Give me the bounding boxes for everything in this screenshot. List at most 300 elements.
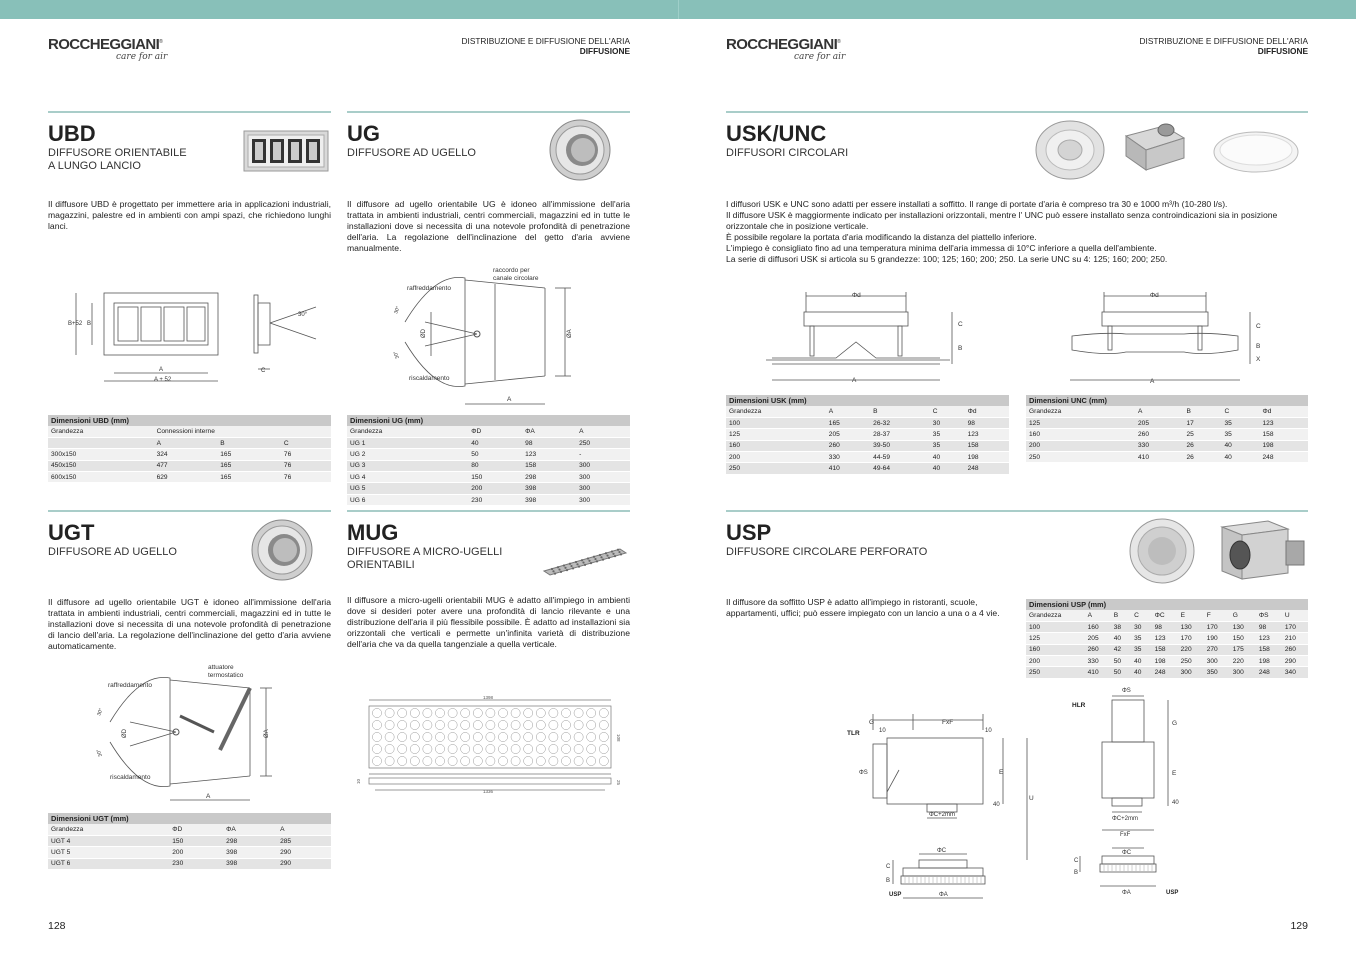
mug-nozzle-icon bbox=[614, 555, 616, 557]
mug-nozzle-icon bbox=[461, 732, 470, 741]
table-row bbox=[347, 483, 630, 494]
table-cell: 50 bbox=[468, 449, 522, 460]
ubd-table-caption: Dimensioni UBD (mm) bbox=[48, 415, 331, 426]
ug-angle-top: 30° bbox=[393, 305, 402, 315]
table-cell: 160 bbox=[1026, 644, 1085, 655]
usp-tlr-dim-e: E bbox=[999, 769, 1004, 776]
table-cell: 165 bbox=[217, 460, 281, 471]
table-cell: 410 bbox=[826, 463, 870, 474]
mug-nozzle-icon bbox=[398, 744, 407, 753]
logo-text: ROCCHEGGIANI bbox=[726, 36, 838, 53]
table-cell: Grandezza bbox=[48, 824, 169, 835]
ugt-subtitle: DIFFUSORE AD UGELLO bbox=[48, 546, 177, 558]
table-cell: UG 6 bbox=[347, 494, 468, 505]
table-cell: ΦD bbox=[169, 824, 223, 835]
usp-hlr-dim-c: C bbox=[1074, 858, 1079, 864]
table-row bbox=[48, 858, 331, 869]
table-cell: 198 bbox=[1259, 440, 1308, 451]
table-cell: 248 bbox=[1259, 452, 1308, 463]
table-cell: 165 bbox=[217, 472, 281, 483]
table-cell: 200 bbox=[468, 483, 522, 494]
mug-technical-drawing bbox=[355, 694, 625, 794]
table-cell: A bbox=[826, 406, 870, 417]
mug-nozzle-icon bbox=[602, 559, 604, 561]
table-cell: 260 bbox=[1085, 644, 1111, 655]
ug-dim-od: ØD bbox=[421, 329, 427, 338]
usk-technical-drawing bbox=[766, 288, 976, 388]
table-header-row bbox=[347, 426, 630, 437]
table-row bbox=[347, 437, 630, 448]
table-cell: 298 bbox=[522, 472, 576, 483]
mug-nozzle-icon bbox=[588, 560, 590, 562]
mug-nozzle-icon bbox=[410, 756, 419, 765]
mug-dim-right2: 25 bbox=[616, 780, 621, 786]
mug-nozzle-icon bbox=[587, 720, 596, 729]
table-cell: 35 bbox=[930, 429, 965, 440]
table-cell: 123 bbox=[1152, 633, 1178, 644]
ug-label-riscaldamento: riscaldamento bbox=[409, 375, 450, 382]
table-cell: 300 bbox=[1178, 667, 1204, 678]
table-cell: C bbox=[1131, 610, 1151, 621]
usp-table-caption: Dimensioni USP (mm) bbox=[1026, 599, 1308, 610]
table-cell: 200 bbox=[169, 847, 223, 858]
ubd-subtitle-1: DIFFUSORE ORIENTABILE bbox=[48, 147, 187, 159]
ugt-label-termostatico: termostatico bbox=[208, 672, 244, 679]
unc-dim-d: Φd bbox=[1150, 292, 1159, 299]
table-cell: 285 bbox=[277, 835, 331, 846]
table-row bbox=[1026, 667, 1308, 678]
table-cell: 250 bbox=[726, 463, 826, 474]
mug-dim-bottom: 1336 bbox=[483, 789, 494, 794]
usk-dim-b: B bbox=[958, 345, 963, 352]
table-cell: 250 bbox=[1026, 452, 1135, 463]
mug-nozzle-icon bbox=[410, 720, 419, 729]
mug-nozzle-icon bbox=[572, 567, 574, 569]
mug-nozzle-icon bbox=[561, 756, 570, 765]
table-cell: 130 bbox=[1230, 621, 1256, 632]
mug-product-image bbox=[540, 545, 630, 577]
table-cell: 40 bbox=[1221, 440, 1259, 451]
mug-nozzle-icon bbox=[524, 756, 533, 765]
usp-tlr-dim-phia: ΦA bbox=[939, 892, 948, 898]
table-row bbox=[726, 417, 1009, 428]
mug-nozzle-icon bbox=[599, 554, 601, 556]
table-cell: 76 bbox=[281, 449, 331, 460]
table-cell: C bbox=[930, 406, 965, 417]
table-cell: 230 bbox=[468, 494, 522, 505]
table-cell: 26 bbox=[1183, 440, 1221, 451]
mug-nozzle-icon bbox=[498, 756, 507, 765]
mug-nozzle-icon bbox=[606, 554, 608, 556]
mug-nozzle-icon bbox=[410, 744, 419, 753]
usp-subtitle: DIFFUSORE CIRCOLARE PERFORATO bbox=[726, 546, 928, 558]
mug-nozzle-icon bbox=[435, 720, 444, 729]
ubd-title: UBD bbox=[48, 121, 96, 146]
table-cell: 330 bbox=[1135, 440, 1183, 451]
table-cell: 30 bbox=[1131, 621, 1151, 632]
table-cell: 198 bbox=[965, 452, 1009, 463]
table-cell: 170 bbox=[1178, 633, 1204, 644]
mug-nozzle-icon bbox=[473, 756, 482, 765]
table-cell: 17 bbox=[1183, 417, 1221, 428]
mug-nozzle-icon bbox=[448, 720, 457, 729]
mug-nozzle-icon bbox=[561, 744, 570, 753]
page-header bbox=[1140, 36, 1308, 56]
table-cell: ΦA bbox=[223, 824, 277, 835]
mug-nozzle-icon bbox=[461, 720, 470, 729]
table-cell: 158 bbox=[1256, 644, 1282, 655]
mug-nozzle-icon bbox=[372, 732, 381, 741]
table-cell: Connessioni interne bbox=[154, 426, 331, 437]
table-cell: 260 bbox=[826, 440, 870, 451]
mug-nozzle-icon bbox=[498, 720, 507, 729]
table-cell: 165 bbox=[217, 449, 281, 460]
table-cell: 76 bbox=[281, 460, 331, 471]
table-cell: Grandezza bbox=[1026, 406, 1135, 417]
mug-nozzle-icon bbox=[385, 732, 394, 741]
table-cell: 260 bbox=[1282, 644, 1308, 655]
usk-unc-title: USK/UNC bbox=[726, 121, 827, 146]
table-cell: A bbox=[1135, 406, 1183, 417]
mug-nozzle-icon bbox=[511, 744, 520, 753]
table-row bbox=[48, 835, 331, 846]
table-cell: 200 bbox=[1026, 440, 1135, 451]
table-cell: 150 bbox=[1230, 633, 1256, 644]
ugt-title: UGT bbox=[48, 520, 95, 545]
usp-hlr-dim-40: 40 bbox=[1172, 800, 1179, 806]
table-cell: ΦC bbox=[1152, 610, 1178, 621]
table-row bbox=[1026, 452, 1308, 463]
table-cell: 35 bbox=[1131, 644, 1151, 655]
mug-nozzle-icon bbox=[448, 744, 457, 753]
usp-label-tlr: TLR bbox=[847, 730, 860, 737]
table-cell: 38 bbox=[1111, 621, 1131, 632]
header-subcategory: DIFFUSIONE bbox=[1257, 46, 1308, 56]
table-cell: 40 bbox=[1131, 656, 1151, 667]
table-row bbox=[1026, 429, 1308, 440]
mug-nozzle-icon bbox=[594, 558, 596, 560]
table-cell: 248 bbox=[1152, 667, 1178, 678]
logo-reg: ® bbox=[837, 39, 841, 45]
table-row bbox=[1026, 656, 1308, 667]
mug-nozzle-icon bbox=[423, 720, 432, 729]
page-number: 129 bbox=[1290, 920, 1308, 932]
table-cell: 40 bbox=[1221, 452, 1259, 463]
table-cell: UG 5 bbox=[347, 483, 468, 494]
mug-nozzle-icon bbox=[423, 732, 432, 741]
usk-desc-line: L'impiego è consigliato fino ad una temperatura minima dell'aria immessa di 10°C inferiore a quella dell'ambiente. bbox=[726, 243, 1157, 253]
table-header-row bbox=[1026, 406, 1308, 417]
ug-product-image bbox=[548, 118, 612, 182]
table-cell: A bbox=[1085, 610, 1111, 621]
table-cell: 250 bbox=[1178, 656, 1204, 667]
mug-nozzle-icon bbox=[486, 720, 495, 729]
page-number: 128 bbox=[48, 920, 66, 932]
table-cell: 39-50 bbox=[870, 440, 930, 451]
table-cell: 98 bbox=[965, 417, 1009, 428]
table-cell: UG 4 bbox=[347, 472, 468, 483]
mug-nozzle-icon bbox=[498, 744, 507, 753]
table-row bbox=[48, 449, 331, 460]
table-cell: 98 bbox=[1152, 621, 1178, 632]
ug-technical-drawing bbox=[385, 262, 585, 407]
mug-nozzle-icon bbox=[581, 559, 583, 561]
table-cell: C bbox=[281, 437, 331, 448]
ug-label-canale: canale circolare bbox=[493, 275, 539, 282]
ug-description: Il diffusore ad ugello orientabile UG è idoneo all'immissione dell'aria trattata in ambienti industriali, centri commerciali, magazzini ed in tutte le installazioni dove si necessita di una notevole profondità di penetrazione dell'aria. La regolazione dell'inclinazione del getto d'aria avviene manualmente. bbox=[347, 199, 630, 253]
usp-description: Il diffusore da soffitto USP è adatto all'impiego in ristoranti, scuole, appartamenti, uffici; può essere impiegato con un lancio a una o a 4 vie. bbox=[726, 597, 1000, 618]
usp-tlr-dim-b: B bbox=[886, 878, 891, 884]
mug-nozzle-icon bbox=[611, 550, 613, 552]
mug-nozzle-icon bbox=[486, 708, 495, 717]
usp-tlr-dim-phic: ΦC bbox=[937, 848, 947, 854]
brand-logo bbox=[48, 36, 167, 62]
table-cell: 25 bbox=[1183, 429, 1221, 440]
table-cell: 123 bbox=[1259, 417, 1308, 428]
header-category: DISTRIBUZIONE E DIFFUSIONE DELL'ARIA bbox=[1139, 36, 1308, 46]
mug-nozzle-icon bbox=[560, 571, 562, 573]
mug-subtitle-1: DIFFUSORE A MICRO-UGELLI bbox=[347, 546, 503, 558]
table-cell: 250 bbox=[1026, 667, 1085, 678]
usp-hlr-dim-fxf: FxF bbox=[1120, 832, 1131, 838]
table-cell: 158 bbox=[1152, 644, 1178, 655]
usp-tlr-dim-c: C bbox=[886, 864, 891, 870]
logo-text: ROCCHEGGIANI bbox=[48, 36, 160, 53]
table-cell: 158 bbox=[965, 440, 1009, 451]
table-cell: 170 bbox=[1204, 621, 1230, 632]
table-cell: 40 bbox=[1131, 667, 1151, 678]
mug-nozzle-icon bbox=[448, 756, 457, 765]
table-cell: 160 bbox=[726, 440, 826, 451]
usp-tlr-dim-10b: 10 bbox=[985, 728, 992, 734]
table-cell: UGT 4 bbox=[48, 835, 169, 846]
mug-nozzle-icon bbox=[536, 756, 545, 765]
table-cell: 49-64 bbox=[870, 463, 930, 474]
mug-nozzle-icon bbox=[599, 720, 608, 729]
mug-nozzle-icon bbox=[435, 732, 444, 741]
usp-title: USP bbox=[726, 520, 772, 545]
mug-nozzle-icon bbox=[410, 732, 419, 741]
table-cell: 300 bbox=[576, 494, 630, 505]
mug-nozzle-icon bbox=[524, 708, 533, 717]
usp-tlr-dim-g: G bbox=[869, 719, 875, 726]
table-cell: 200 bbox=[1026, 656, 1085, 667]
usp-tlr-dim-phis: ΦS bbox=[859, 770, 868, 776]
mug-nozzle-icon bbox=[385, 720, 394, 729]
table-cell: 330 bbox=[826, 452, 870, 463]
table-cell: 28-37 bbox=[870, 429, 930, 440]
table-row bbox=[48, 472, 331, 483]
mug-nozzle-icon bbox=[410, 708, 419, 717]
table-cell: 330 bbox=[1085, 656, 1111, 667]
table-row bbox=[347, 460, 630, 471]
ubd-dim-b52: B+52 bbox=[68, 321, 83, 327]
mug-nozzle-icon bbox=[461, 708, 470, 717]
table-cell: 398 bbox=[223, 858, 277, 869]
table-cell: 100 bbox=[1026, 621, 1085, 632]
table-cell: Grandezza bbox=[347, 426, 468, 437]
ug-title: UG bbox=[347, 121, 380, 146]
table-cell: 150 bbox=[468, 472, 522, 483]
mug-nozzle-icon bbox=[511, 708, 520, 717]
table-cell: 410 bbox=[1135, 452, 1183, 463]
usp-label-hlr: HLR bbox=[1072, 702, 1086, 709]
mug-nozzle-icon bbox=[435, 708, 444, 717]
ubd-dimensions-table bbox=[48, 415, 331, 483]
mug-nozzle-icon bbox=[536, 732, 545, 741]
mug-nozzle-icon bbox=[435, 744, 444, 753]
usk-desc-line: È possibile regolare la portata d'aria modificando la distanza del piattello inferiore. bbox=[726, 232, 1037, 242]
mug-nozzle-icon bbox=[596, 560, 598, 562]
mug-nozzle-icon bbox=[574, 708, 583, 717]
table-cell: B bbox=[1111, 610, 1131, 621]
table-cell: 123 bbox=[965, 429, 1009, 440]
table-cell: U bbox=[1282, 610, 1308, 621]
mug-nozzle-icon bbox=[600, 556, 602, 558]
ugt-technical-drawing bbox=[90, 660, 290, 805]
mug-nozzle-icon bbox=[372, 756, 381, 765]
mug-nozzle-icon bbox=[423, 708, 432, 717]
mug-nozzle-icon bbox=[599, 744, 608, 753]
ugt-description: Il diffusore ad ugello orientabile UGT è idoneo all'immissione dell'aria trattata in ambienti industriali, centri commerciali, magazzini ed in tutte le installazioni dove si necessita di una notevole profondità di penetrazione di lancio dell'aria. La regolazione dell'inclinazione del getto d'aria avviene automaticamente. bbox=[48, 597, 331, 651]
table-header-row bbox=[48, 426, 331, 437]
table-cell: 158 bbox=[522, 460, 576, 471]
table-cell: 175 bbox=[1230, 644, 1256, 655]
mug-nozzle-icon bbox=[576, 563, 578, 565]
mug-nozzle-icon bbox=[385, 756, 394, 765]
table-cell: 100 bbox=[726, 417, 826, 428]
mug-title: MUG bbox=[347, 520, 399, 545]
table-cell: UG 2 bbox=[347, 449, 468, 460]
table-cell: 40 bbox=[1111, 633, 1131, 644]
mug-nozzle-icon bbox=[549, 732, 558, 741]
table-cell: 230 bbox=[169, 858, 223, 869]
ugt-product-image bbox=[250, 518, 314, 582]
usp-tlr-dim-40: 40 bbox=[993, 802, 1000, 808]
usp-hlr-dim-g: G bbox=[1172, 720, 1178, 727]
table-cell: 300 bbox=[576, 483, 630, 494]
table-row bbox=[347, 494, 630, 505]
table-cell: 290 bbox=[1282, 656, 1308, 667]
table-cell: UGT 5 bbox=[48, 847, 169, 858]
mug-nozzle-icon bbox=[564, 567, 566, 569]
mug-nozzle-icon bbox=[486, 744, 495, 753]
mug-nozzle-icon bbox=[584, 564, 586, 566]
table-cell: 160 bbox=[1085, 621, 1111, 632]
usp-hlr-label-usp: USP bbox=[1166, 890, 1179, 896]
mug-nozzle-icon bbox=[473, 732, 482, 741]
mug-nozzle-icon bbox=[536, 708, 545, 717]
table-cell: 50 bbox=[1111, 667, 1131, 678]
mug-nozzle-icon bbox=[423, 744, 432, 753]
table-row bbox=[1026, 633, 1308, 644]
table-cell: A bbox=[576, 426, 630, 437]
table-cell: A bbox=[277, 824, 331, 835]
mug-nozzle-icon bbox=[587, 557, 589, 559]
mug-nozzle-icon bbox=[551, 568, 553, 570]
table-cell: 125 bbox=[1026, 633, 1085, 644]
mug-nozzle-icon bbox=[448, 732, 457, 741]
mug-nozzle-icon bbox=[574, 744, 583, 753]
usk-table-caption: Dimensioni USK (mm) bbox=[726, 395, 1009, 406]
mug-nozzle-icon bbox=[612, 553, 614, 555]
table-row bbox=[1026, 621, 1308, 632]
page-header bbox=[462, 36, 630, 56]
table-header-row bbox=[1026, 610, 1308, 621]
mug-nozzle-icon bbox=[473, 720, 482, 729]
usk-unc-product-images bbox=[1034, 116, 1310, 180]
usp-tlr-label-usp: USP bbox=[889, 892, 902, 898]
usp-hlr-dim-phis: ΦS bbox=[1122, 688, 1131, 694]
ubd-product-image bbox=[242, 127, 330, 175]
table-cell: 300 bbox=[576, 472, 630, 483]
usk-desc-line: I diffusori USK e UNC sono adatti per essere installati a soffitto. Il range di portate d'aria è compreso tra 30 e 1000 m³/h (10-280 l/s). bbox=[726, 199, 1228, 209]
table-cell: 248 bbox=[1256, 667, 1282, 678]
ug-table-caption: Dimensioni UG (mm) bbox=[347, 415, 630, 426]
table-cell: - bbox=[576, 449, 630, 460]
ugt-angle-top: 30° bbox=[96, 707, 105, 717]
table-cell: 450x150 bbox=[48, 460, 154, 471]
mug-nozzle-icon bbox=[498, 732, 507, 741]
unc-dim-x: X bbox=[1256, 356, 1261, 363]
mug-nozzle-icon bbox=[461, 756, 470, 765]
table-cell: Φd bbox=[1259, 406, 1308, 417]
mug-nozzle-icon bbox=[552, 570, 554, 572]
table-cell: G bbox=[1230, 610, 1256, 621]
table-cell: 40 bbox=[930, 452, 965, 463]
table-row bbox=[48, 460, 331, 471]
table-cell: 300 bbox=[1230, 667, 1256, 678]
table-cell: 76 bbox=[281, 472, 331, 483]
table-cell: 298 bbox=[223, 835, 277, 846]
table-row bbox=[726, 429, 1009, 440]
ubd-technical-drawing bbox=[66, 285, 326, 385]
usp-hlr-dim-phia: ΦA bbox=[1122, 890, 1131, 896]
unc-table-caption: Dimensioni UNC (mm) bbox=[1026, 395, 1308, 406]
table-cell: B bbox=[870, 406, 930, 417]
mug-nozzle-icon bbox=[511, 756, 520, 765]
mug-nozzle-icon bbox=[554, 573, 556, 575]
mug-subtitle-2: ORIENTABILI bbox=[347, 559, 415, 571]
usk-unc-description bbox=[726, 199, 1308, 265]
usp-hlr-dim-phic: ΦC bbox=[1122, 850, 1132, 856]
unc-dim-c: C bbox=[1256, 323, 1261, 330]
mug-nozzle-icon bbox=[593, 556, 595, 558]
table-cell: 123 bbox=[522, 449, 576, 460]
mug-nozzle-icon bbox=[372, 744, 381, 753]
usk-unc-subtitle: DIFFUSORI CIRCOLARI bbox=[726, 147, 849, 159]
table-cell: 98 bbox=[522, 437, 576, 448]
mug-nozzle-icon bbox=[511, 732, 520, 741]
table-cell: 80 bbox=[468, 460, 522, 471]
logo-tagline: care for air bbox=[116, 52, 168, 62]
table-header-row bbox=[726, 406, 1009, 417]
ugt-table-caption: Dimensioni UGT (mm) bbox=[48, 813, 331, 824]
mug-dim-top: 1398 bbox=[483, 695, 494, 700]
ug-dimensions-table bbox=[347, 415, 630, 506]
mug-nozzle-icon bbox=[486, 732, 495, 741]
mug-nozzle-icon bbox=[435, 756, 444, 765]
table-cell: Grandezza bbox=[1026, 610, 1085, 621]
table-row bbox=[726, 452, 1009, 463]
table-cell: 150 bbox=[169, 835, 223, 846]
unc-technical-drawing bbox=[1066, 288, 1266, 388]
right-page bbox=[678, 0, 1356, 959]
usp-tlr-dim-10a: 10 bbox=[879, 728, 886, 734]
mug-dim-right1: 108 bbox=[616, 734, 621, 742]
usk-dim-a: A bbox=[852, 377, 857, 384]
table-header-row bbox=[48, 437, 331, 448]
